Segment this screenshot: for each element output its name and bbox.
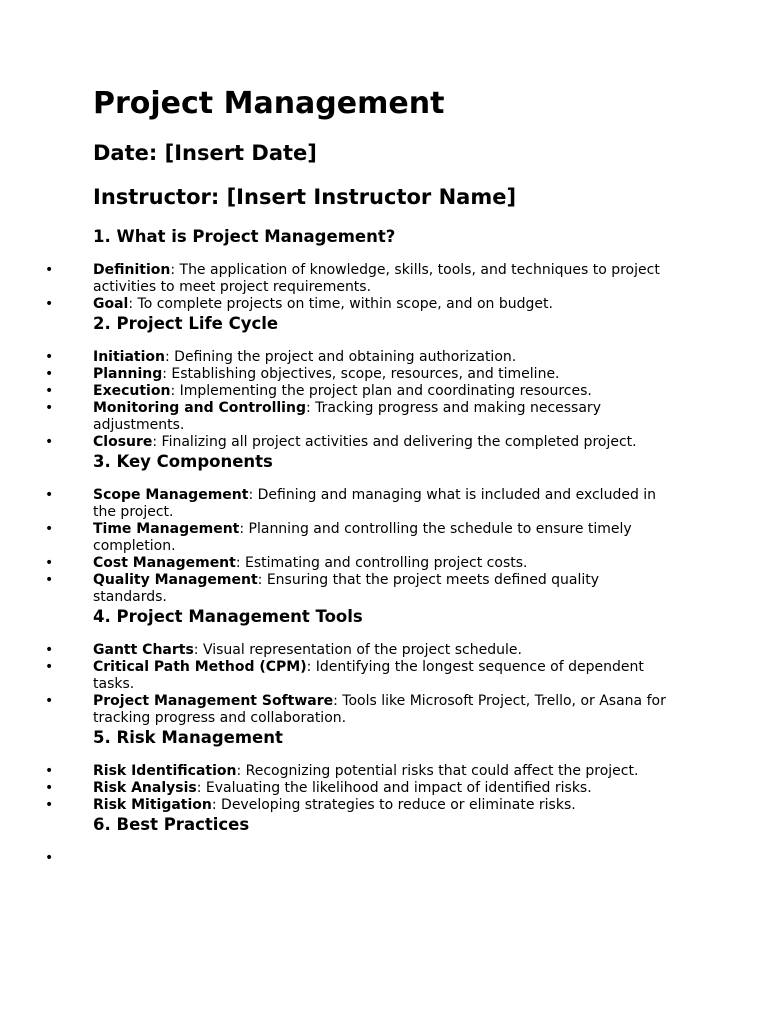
bullet-icon: •: [45, 349, 54, 365]
bullet-text: : Recognizing potential risks that could affect the project.: [236, 763, 639, 779]
bullet-text: : Finalizing all project activities and delivering the completed project.: [152, 434, 637, 450]
list-item: [0, 349, 673, 366]
bullet-term: Execution: [93, 383, 171, 399]
bullet-term: Goal: [93, 296, 129, 312]
bullet-text: : To complete projects on time, within scope, and on budget.: [128, 296, 553, 312]
bullet-icon: •: [45, 850, 54, 866]
bullet-list: [0, 487, 768, 606]
list-item: [0, 521, 673, 555]
list-item: [0, 797, 673, 814]
bullet-icon: •: [45, 521, 54, 537]
bullet-icon: •: [45, 659, 54, 675]
bullet-term: Planning: [93, 366, 163, 382]
bullet-icon: •: [45, 262, 54, 278]
bullet-text: : Implementing the project plan and coordinating resources.: [170, 383, 592, 399]
bullet-term: Gantt Charts: [93, 642, 194, 658]
list-item: [0, 296, 673, 313]
section-spacer: [0, 473, 768, 487]
list-item: [0, 693, 673, 727]
section-spacer: [0, 335, 768, 349]
list-item: [0, 642, 673, 659]
bullet-term: Risk Mitigation: [93, 797, 212, 813]
bullet-term: Critical Path Method (CPM): [93, 659, 307, 675]
list-item: [0, 659, 673, 693]
list-item: [0, 555, 673, 572]
bullet-term: Definition: [93, 262, 171, 278]
list-item: [0, 780, 673, 797]
bullet-text: : Identifying the longest sequence of dependent tasks.: [93, 659, 644, 692]
bullet-icon: •: [45, 296, 54, 312]
bullet-icon: •: [45, 487, 54, 503]
list-item: [0, 763, 673, 780]
bullet-text: : Defining the project and obtaining authorization.: [165, 349, 517, 365]
date-line: Date: [Insert Date]: [93, 141, 317, 165]
bullet-text: : Defining and managing what is included and excluded in the project.: [93, 487, 657, 520]
bullet-text: : Visual representation of the project schedule.: [193, 642, 522, 658]
bullet-icon: •: [45, 763, 54, 779]
section-heading: 5. Risk Management: [93, 728, 283, 747]
bullet-text: : Tools like Microsoft Project, Trello, or Asana for tracking progress and collaboration.: [93, 693, 666, 726]
bullet-term: Cost Management: [93, 555, 236, 571]
bullet-term: Initiation: [93, 349, 165, 365]
section-spacer: [0, 836, 768, 850]
bullet-term: Scope Management: [93, 487, 249, 503]
section-heading: 3. Key Components: [93, 452, 273, 471]
bullet-icon: •: [45, 572, 54, 588]
section-heading: 4. Project Management Tools: [93, 607, 363, 626]
bullet-list: [0, 763, 768, 814]
bullet-term: Closure: [93, 434, 153, 450]
bullet-text: : Developing strategies to reduce or eliminate risks.: [211, 797, 576, 813]
section-heading: 6. Best Practices: [93, 815, 250, 834]
section-spacer: [0, 628, 768, 642]
section-spacer: [0, 749, 768, 763]
document-body: [0, 226, 768, 866]
bullet-text: : Establishing objectives, scope, resources, and timeline.: [162, 366, 560, 382]
section-heading: 2. Project Life Cycle: [93, 314, 279, 333]
bullet-text: : Estimating and controlling project costs.: [235, 555, 528, 571]
bullet-text: : Tracking progress and making necessary adjustments.: [93, 400, 601, 433]
bullet-term: Risk Analysis: [93, 780, 197, 796]
bullet-text: : Planning and controlling the schedule to ensure timely completion.: [93, 521, 632, 554]
bullet-icon: •: [45, 383, 54, 399]
list-item: [0, 366, 673, 383]
bullet-term: Quality Management: [93, 572, 258, 588]
bullet-text: : Evaluating the likelihood and impact of identified risks.: [196, 780, 592, 796]
list-item: [0, 262, 673, 296]
list-item: [0, 434, 673, 451]
bullet-term: Risk Identification: [93, 763, 237, 779]
bullet-icon: •: [45, 555, 54, 571]
bullet-list: [0, 349, 768, 451]
list-item: [0, 572, 673, 606]
bullet-icon: •: [45, 693, 54, 709]
bullet-icon: •: [45, 434, 54, 450]
bullet-term: Project Management Software: [93, 693, 334, 709]
section-heading: 1. What is Project Management?: [93, 227, 396, 246]
bullet-icon: •: [45, 642, 54, 658]
bullet-icon: •: [45, 400, 54, 416]
bullet-icon: •: [45, 366, 54, 382]
document-title: Project Management: [93, 86, 445, 121]
bullet-list: [0, 642, 768, 727]
list-item: [0, 487, 673, 521]
bullet-term: Monitoring and Controlling: [93, 400, 306, 416]
bullet-term: Time Management: [93, 521, 240, 537]
bullet-list: [0, 262, 768, 313]
bullet-icon: •: [45, 780, 54, 796]
list-item: [0, 383, 673, 400]
bullet-icon: •: [45, 797, 54, 813]
section-spacer: [0, 248, 768, 262]
bullet-text: : The application of knowledge, skills, tools, and techniques to project activities to meet project requirements.: [93, 262, 660, 295]
list-item: [0, 400, 673, 434]
bullet-text: : Ensuring that the project meets defined quality standards.: [93, 572, 600, 605]
instructor-line: Instructor: [Insert Instructor Name]: [93, 185, 517, 209]
